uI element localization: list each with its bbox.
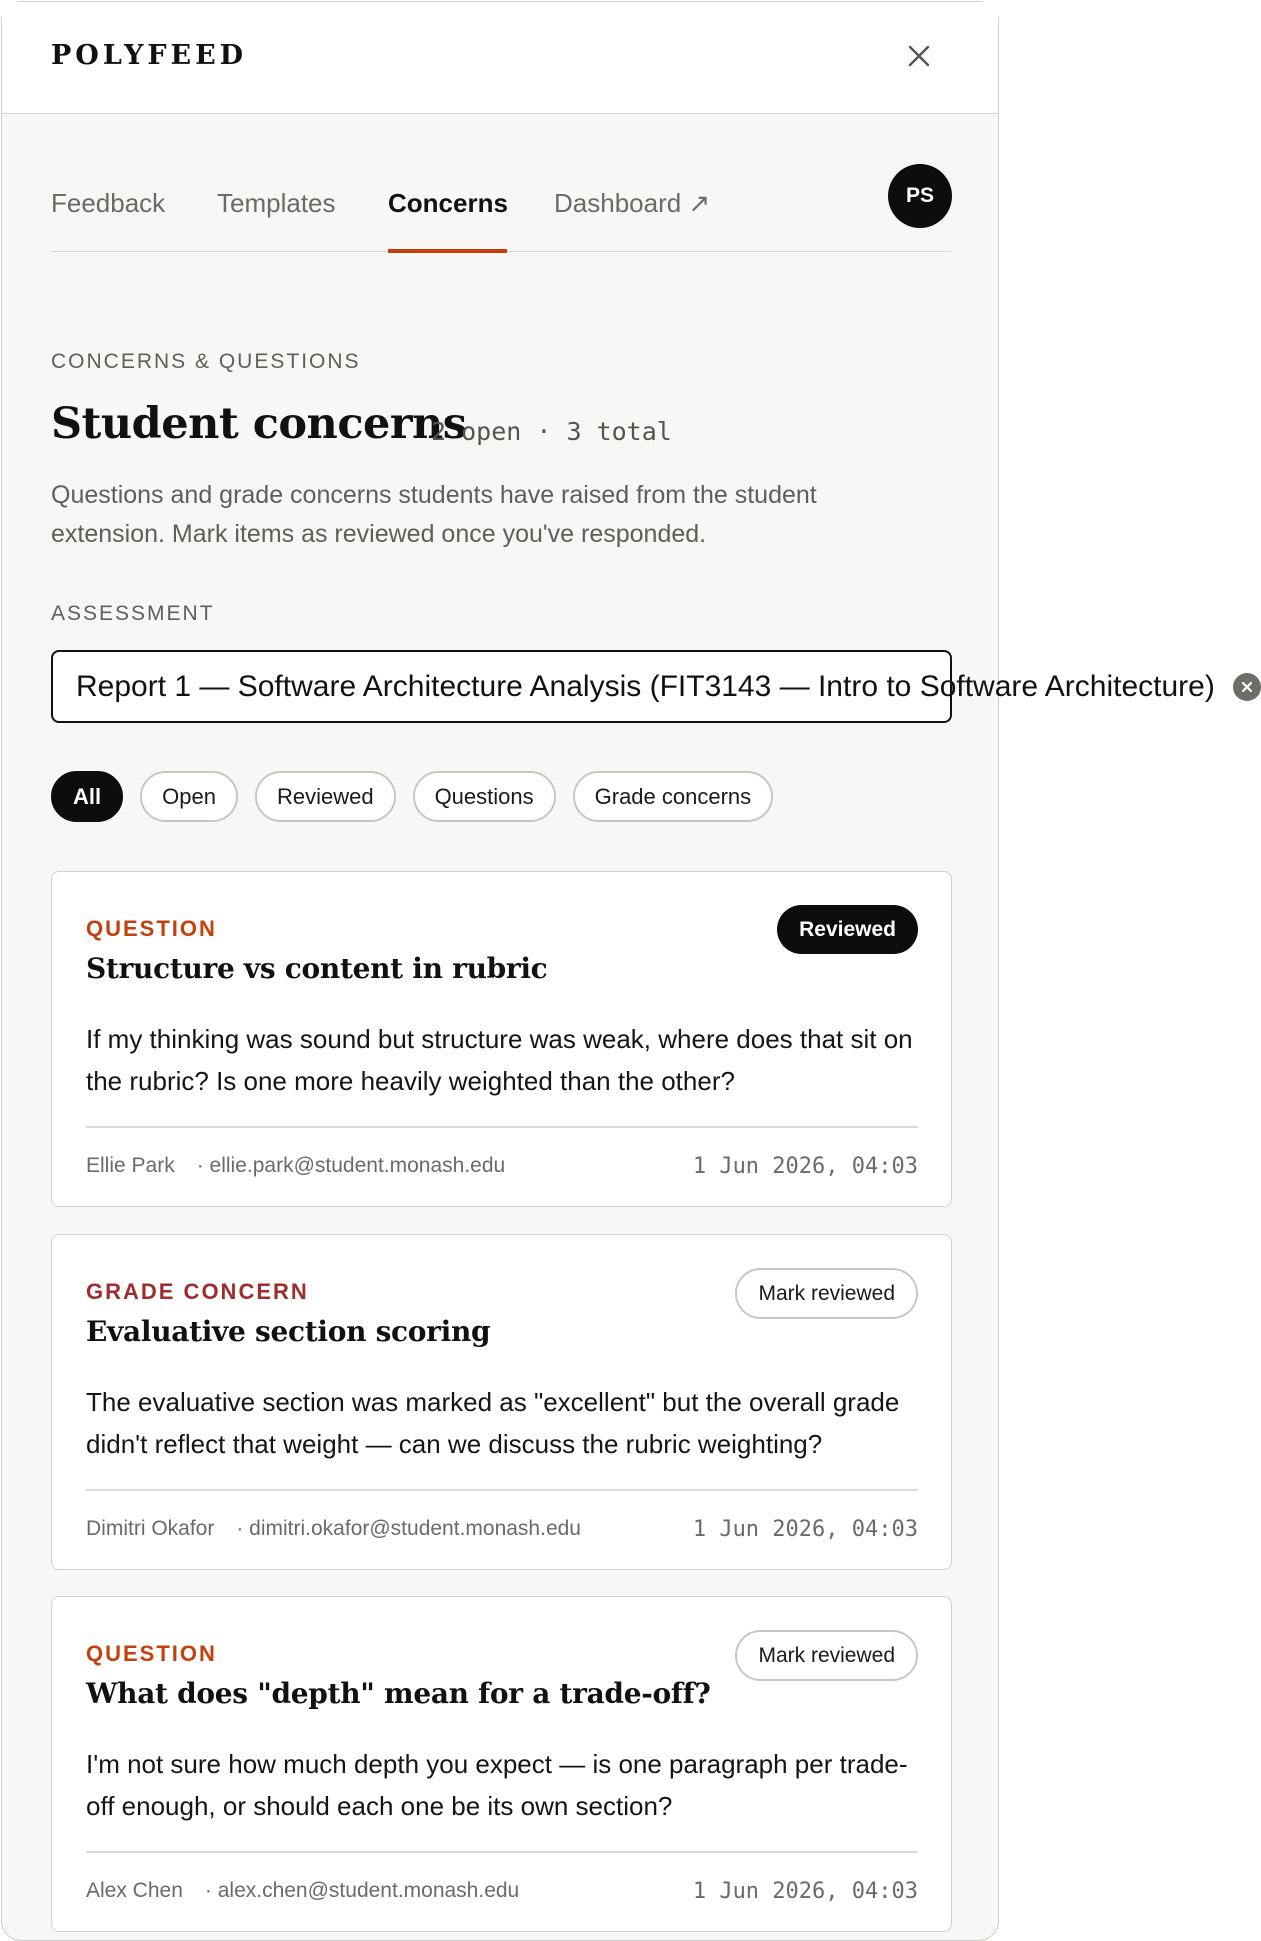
assessment-select[interactable] (51, 650, 1215, 723)
concern-timestamp: 1 Jun 2026, 04:03 (692, 1153, 918, 1179)
tab-dashboard[interactable]: Dashboard ↗ (554, 188, 711, 218)
student-email: · alex.chen@student.monash.edu (204, 1879, 520, 1902)
concern-timestamp: 1 Jun 2026, 04:03 (692, 1878, 918, 1904)
concern-timestamp: 1 Jun 2026, 04:03 (692, 1516, 918, 1542)
concern-body: I'm not sure how much depth you expect — is one paragraph per trade-off enough, or should each one be its own section? (86, 1749, 908, 1821)
filter-all[interactable]: All (51, 771, 123, 822)
page-title: Student concerns (51, 399, 467, 449)
tab-feedback[interactable]: Feedback (51, 188, 166, 218)
concern-title: Structure vs content in rubric (86, 952, 548, 985)
concern-meta (86, 1152, 918, 1180)
tab-nav (51, 114, 951, 252)
assessment-value: Report 1 — Software Architecture Analysis (FIT3143 — Intro to Software Architecture) (76, 669, 1215, 703)
page-description: Questions and grade concerns students have raised from the student extension. Mark items as reviewed once you've responded. (51, 481, 817, 548)
concern-type: QUESTION (86, 1641, 217, 1666)
student-email: · dimitri.okafor@student.monash.edu (236, 1517, 581, 1540)
filter-questions[interactable]: Questions (413, 771, 556, 822)
tab-concerns[interactable]: Concerns (388, 188, 508, 218)
concern-title: Evaluative section scoring (86, 1315, 491, 1348)
top-bar (2, 2, 998, 114)
filter-reviewed[interactable]: Reviewed (255, 771, 396, 822)
main-content (51, 114, 1215, 1904)
close-button[interactable] (902, 39, 936, 73)
student-email: · ellie.park@student.monash.edu (196, 1154, 506, 1177)
card-divider (86, 1489, 918, 1491)
concern-title: What does "depth" mean for a trade-off? (86, 1677, 711, 1710)
concern-meta (86, 1515, 918, 1543)
concerns-panel (1, 1, 1215, 1941)
concern-type: QUESTION (86, 916, 217, 941)
tab-templates[interactable]: Templates (217, 188, 336, 218)
card-divider (86, 1851, 918, 1853)
avatar[interactable]: PS (888, 164, 952, 228)
mark-reviewed-button[interactable]: Mark reviewed (735, 1268, 918, 1319)
brand-logo: POLYFEED (51, 40, 248, 71)
assessment-label: ASSESSMENT (51, 602, 215, 625)
concern-count: 2 open · 3 total (431, 417, 672, 446)
concern-card (51, 1234, 952, 1570)
active-tab-indicator (388, 249, 507, 253)
mark-reviewed-button[interactable]: Mark reviewed (735, 1630, 918, 1681)
concern-card (51, 871, 952, 1207)
student-name: Ellie Park (86, 1154, 175, 1177)
concern-body: If my thinking was sound but structure was weak, where does that sit on the rubric? Is one more heavily weighted than the other? (86, 1024, 913, 1096)
clear-icon[interactable] (1233, 673, 1261, 701)
filter-open[interactable]: Open (140, 771, 238, 822)
concern-type: GRADE CONCERN (86, 1279, 309, 1304)
section-eyebrow: CONCERNS & QUESTIONS (51, 350, 361, 373)
close-icon (907, 44, 931, 68)
concern-body: The evaluative section was marked as "excellent" but the overall grade didn't reflect that weight — can we discuss the rubric weighting? (86, 1387, 900, 1459)
student-name: Dimitri Okafor (86, 1517, 215, 1540)
concern-meta (86, 1877, 918, 1905)
concern-card (51, 1596, 952, 1932)
student-name: Alex Chen (86, 1879, 183, 1902)
x-mark-icon (1241, 681, 1253, 693)
status-badge: Reviewed (777, 905, 918, 954)
filter-chips (51, 771, 773, 822)
filter-grade-concerns[interactable]: Grade concerns (573, 771, 774, 822)
card-divider (86, 1126, 918, 1128)
